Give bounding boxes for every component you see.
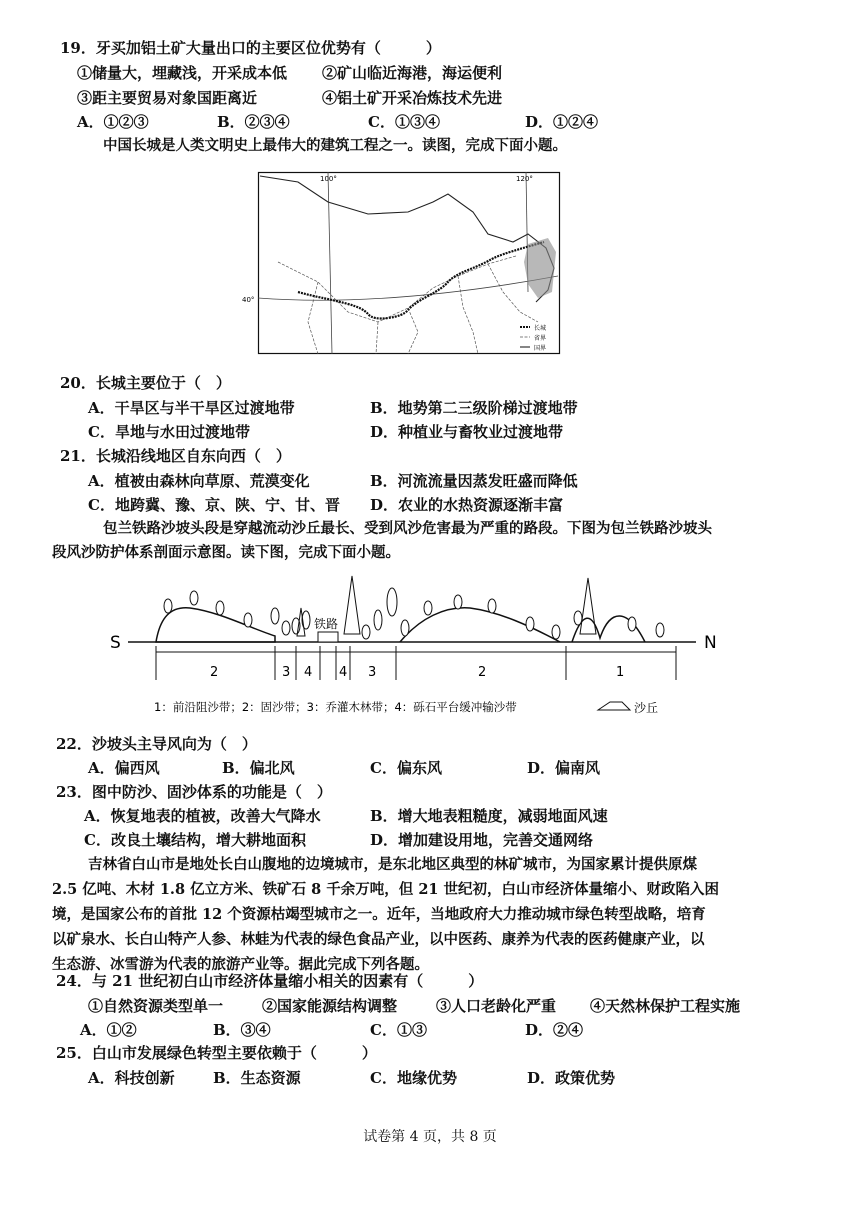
map-lat-40: 40° xyxy=(242,296,255,304)
sand-protection-profile xyxy=(100,568,740,720)
q24-stem: 24．与 21 世纪初白山市经济体量缩小相关的因素有（ ） xyxy=(56,972,484,990)
q25-option-b[interactable]: B．生态资源 xyxy=(213,1069,301,1087)
q24-statement-4: ④天然林保护工程实施 xyxy=(590,997,741,1015)
baishan-intro-line-3: 境，是国家公布的首批 12 个资源枯竭型城市之一。近年，当地政府大力推动城市绿色转型战略，培育 xyxy=(52,906,706,923)
q19-statement-1: ①储量大，埋藏浅，开采成本低 xyxy=(77,64,288,82)
baishan-intro-line-2: 2.5 亿吨、木材 1.8 亿立方米、铁矿石 8 千余万吨，但 21 世纪初，白山市经济体量缩小、财政陷入困 xyxy=(52,881,720,898)
q21-option-b[interactable]: B．河流流量因蒸发旺盛而降低 xyxy=(370,472,578,490)
q21-option-c[interactable]: C．地跨冀、豫、京、陕、宁、甘、晋 xyxy=(88,496,340,514)
zone-label-2-right: 2 xyxy=(478,665,487,680)
profile-south-label: S xyxy=(110,633,121,653)
q19-statement-4: ④铝土矿开采冶炼技术先进 xyxy=(322,89,503,107)
q25-stem: 25．白山市发展绿色转型主要依赖于（ ） xyxy=(56,1044,377,1062)
baishan-intro-line-4: 以矿泉水、长白山特产人参、林蛙为代表的绿色食品产业，以中医药、康养为代表的医药健康产业，以 xyxy=(52,931,705,948)
q24-statement-1: ①自然资源类型单一 xyxy=(88,997,224,1015)
railway-intro-1: 包兰铁路沙坡头段是穿越流动沙丘最长、受到风沙危害最为严重的路段。下图为包兰铁路沙坡头 xyxy=(103,520,712,537)
q22-option-a[interactable]: A．偏西风 xyxy=(88,759,160,777)
zone-label-2-left: 2 xyxy=(210,665,219,680)
zone-label-3-left: 3 xyxy=(282,665,291,680)
q23-option-d[interactable]: D．增加建设用地，完善交通网络 xyxy=(370,831,594,849)
q22-option-c[interactable]: C．偏东风 xyxy=(370,759,442,777)
q24-option-b[interactable]: B．③④ xyxy=(213,1021,271,1039)
q23-option-a[interactable]: A．恢复地表的植被，改善大气降水 xyxy=(84,807,321,825)
q21-stem: 21．长城沿线地区自东向西（ ） xyxy=(60,447,291,465)
q25-option-c[interactable]: C．地缘优势 xyxy=(370,1069,457,1087)
q24-option-d[interactable]: D．②④ xyxy=(525,1021,584,1039)
q21-option-a[interactable]: A．植被由森林向草原、荒漠变化 xyxy=(88,472,310,490)
zone-label-4-left: 4 xyxy=(304,665,313,680)
zone-label-1: 1 xyxy=(616,665,625,680)
map-legend-province: 省界 xyxy=(534,335,547,342)
zone-label-3-right: 3 xyxy=(368,665,377,680)
q20-option-a[interactable]: A．干旱区与半干旱区过渡地带 xyxy=(88,399,295,417)
q19-option-d[interactable]: D．①②④ xyxy=(525,113,599,131)
q19-option-a[interactable]: A．①②③ xyxy=(77,113,149,131)
great-wall-intro: 中国长城是人类文明史上最伟大的建筑工程之一。读图，完成下面小题。 xyxy=(103,137,567,154)
q24-option-a[interactable]: A．①② xyxy=(80,1021,137,1039)
q20-stem: 20．长城主要位于（ ） xyxy=(60,374,231,392)
q20-option-d[interactable]: D．种植业与畜牧业过渡地带 xyxy=(370,423,564,441)
q20-option-c[interactable]: C．旱地与水田过渡地带 xyxy=(88,423,250,441)
q19-option-b[interactable]: B．②③④ xyxy=(217,113,290,131)
railway-intro-2: 段风沙防护体系剖面示意图。读下图，完成下面小题。 xyxy=(52,544,400,561)
q23-option-c[interactable]: C．改良土壤结构，增大耕地面积 xyxy=(84,831,306,849)
q24-statement-3: ③人口老龄化严重 xyxy=(436,997,557,1015)
q19-stem: 19．牙买加铝土矿大量出口的主要区位优势有（ ） xyxy=(60,39,441,57)
q25-option-d[interactable]: D．政策优势 xyxy=(527,1069,616,1087)
map-lon-100: 100° xyxy=(320,175,337,183)
q19-statement-3: ③距主要贸易对象国距离近 xyxy=(77,89,258,107)
map-legend-national: 国界 xyxy=(534,345,547,352)
q22-stem: 22．沙坡头主导风向为（ ） xyxy=(56,735,257,753)
q19-option-c[interactable]: C．①③④ xyxy=(368,113,440,131)
q25-option-a[interactable]: A．科技创新 xyxy=(88,1069,175,1087)
q24-option-c[interactable]: C．①③ xyxy=(370,1021,427,1039)
q23-stem: 23．图中防沙、固沙体系的功能是（ ） xyxy=(56,783,332,801)
great-wall-map xyxy=(242,172,560,354)
baishan-intro-line-1: 吉林省白山市是地处长白山腹地的边境城市，是东北地区典型的林矿城市，为国家累计提供原煤 xyxy=(88,856,697,873)
q21-option-d[interactable]: D．农业的水热资源逐渐丰富 xyxy=(370,496,564,514)
baishan-intro-line-5: 生态游、冰雪游为代表的旅游产业等。据此完成下列各题。 xyxy=(52,956,429,973)
q23-option-b[interactable]: B．增大地表粗糙度，减弱地面风速 xyxy=(370,807,608,825)
map-legend-wall: 长城 xyxy=(534,325,547,332)
profile-railway-label: 铁路 xyxy=(314,617,339,631)
q19-statement-2: ②矿山临近海港，海运便利 xyxy=(322,64,503,82)
profile-legend: 1：前沿阻沙带；2：固沙带；3：乔灌木林带；4：砾石平台缓冲输沙带 xyxy=(154,700,517,714)
q24-statement-2: ②国家能源结构调整 xyxy=(262,997,398,1015)
q22-option-d[interactable]: D．偏南风 xyxy=(527,759,601,777)
profile-north-label: N xyxy=(704,633,717,653)
profile-dune-label: 沙丘 xyxy=(634,701,659,715)
zone-label-4-right: 4 xyxy=(339,665,348,680)
page-footer: 试卷第 4 页，共 8 页 xyxy=(363,1129,497,1145)
q20-option-b[interactable]: B．地势第二三级阶梯过渡地带 xyxy=(370,399,578,417)
map-lon-120: 120° xyxy=(516,175,533,183)
q22-option-b[interactable]: B．偏北风 xyxy=(222,759,295,777)
